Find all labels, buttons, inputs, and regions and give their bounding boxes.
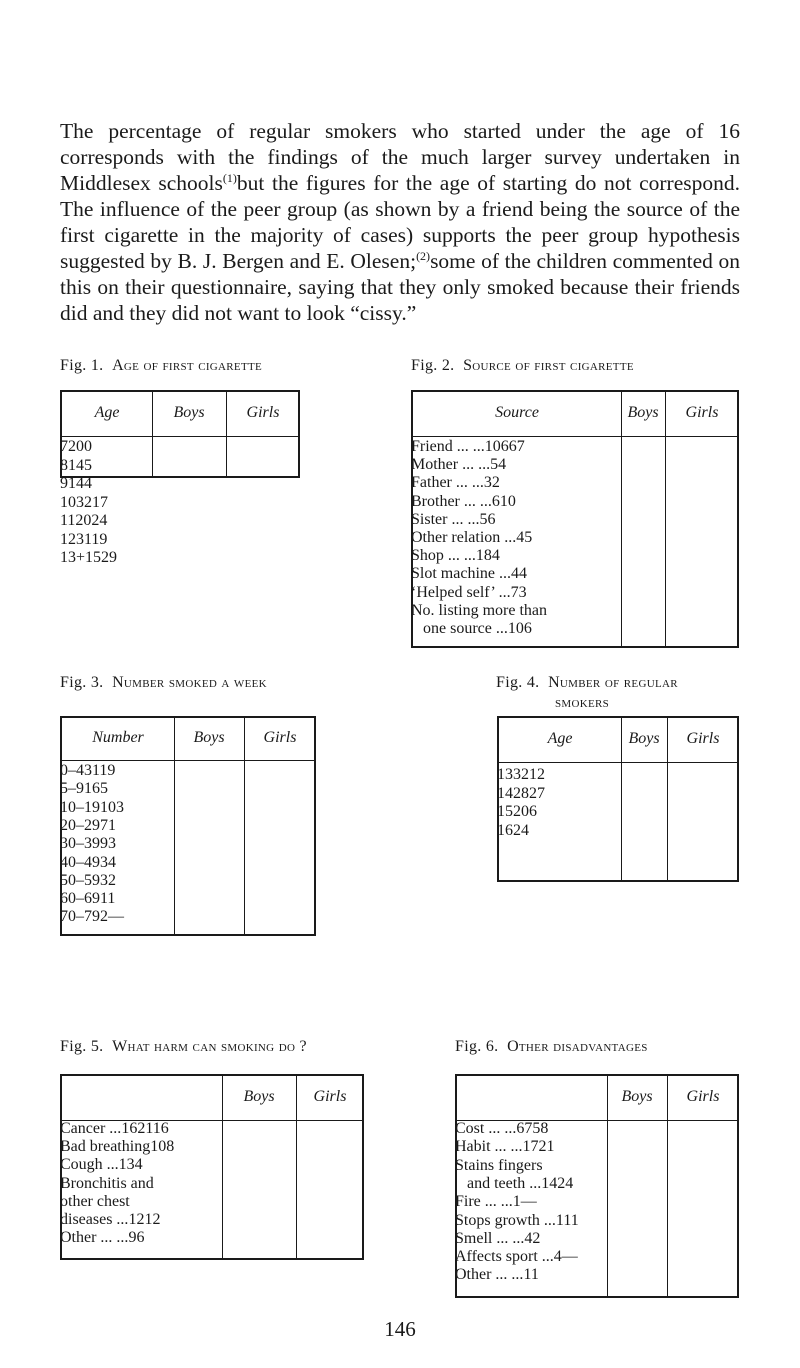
fig5-cell: 6 xyxy=(136,1229,145,1247)
fig6-cell: — xyxy=(561,1248,578,1266)
fig3-header-rule xyxy=(62,760,314,761)
fig2-cell: 4 xyxy=(518,565,527,583)
fig2-table-row xyxy=(411,620,751,638)
fig1-table-row xyxy=(60,549,400,567)
fig2-label: Fig. 2. xyxy=(411,357,455,374)
fig6-cell: Other ... ... xyxy=(455,1266,524,1284)
fig3-cell: 3 xyxy=(100,871,108,889)
fig6-title: Other disadvantages xyxy=(507,1038,648,1055)
fig2-header-rule xyxy=(413,436,737,437)
fig5-header-girls: Girls xyxy=(313,1088,347,1105)
fig3-header-number: Number xyxy=(92,729,144,746)
fig4-header-rule xyxy=(499,762,737,763)
fig6-cell: 2 xyxy=(532,1229,541,1247)
fig6-cell: Fire ... ... xyxy=(455,1193,513,1211)
fig1-table-row xyxy=(60,512,400,530)
fig3-cell: 20–29 xyxy=(60,816,100,834)
fig4-title-line2: smokers xyxy=(555,694,610,711)
fig5-label: Fig. 5. xyxy=(60,1038,104,1055)
fig1-cell: 14 xyxy=(68,456,84,474)
fig3-table-row xyxy=(60,762,400,780)
fig4-table-row xyxy=(497,822,800,840)
fig2-cell: Sister ... ... xyxy=(411,510,480,528)
fig4-cell: 32 xyxy=(513,766,529,783)
fig6-cell: 58 xyxy=(532,1120,549,1137)
fig5-caption xyxy=(60,1038,307,1056)
fig1-label: Fig. 1. xyxy=(60,357,104,374)
fig2-header-source: Source xyxy=(495,404,539,421)
fig1-cell: 24 xyxy=(91,512,108,529)
fig3-cell: 16 xyxy=(84,780,100,798)
fig1-table-row xyxy=(60,438,400,456)
fig3-caption xyxy=(60,674,267,692)
fig6-cell: Stops growth ... xyxy=(455,1211,556,1229)
fig3-table-row xyxy=(60,872,400,890)
fig6-cell: 21 xyxy=(538,1138,555,1156)
fig4-cell: 6 xyxy=(529,803,537,820)
fig2-cell: 5 xyxy=(479,510,488,528)
fig2-cell: Brother ... ... xyxy=(411,492,492,510)
fig2-cell: Friend ... ... xyxy=(411,438,485,455)
fig5-cell: 162 xyxy=(121,1120,146,1137)
fig3-cell: 3 xyxy=(108,835,116,853)
fig5-cell: other chest xyxy=(60,1192,130,1210)
fig3-cell: 1 xyxy=(100,890,108,908)
fig1-cell: 7 xyxy=(60,438,68,455)
fig4-table-row xyxy=(497,785,800,803)
fig1-cell: 20 xyxy=(68,438,84,455)
fig4-cell: 20 xyxy=(513,803,529,820)
fig2-cell: Other relation ... xyxy=(411,529,517,546)
fig5-cell: 116 xyxy=(145,1120,169,1137)
fig5-cell: Cancer ... xyxy=(60,1120,122,1137)
fig2-cell: 3 xyxy=(518,583,527,601)
fig4-cell: 13 xyxy=(497,766,513,783)
fig2-table-row xyxy=(411,584,751,602)
fig3-table-row xyxy=(60,799,400,817)
fig5-header-boys: Boys xyxy=(243,1088,275,1105)
fig6-cell: — xyxy=(520,1193,537,1211)
fig1-cell: 29 xyxy=(101,549,118,566)
fig3-table-row xyxy=(60,908,400,926)
fig2-cell: one source ... xyxy=(423,620,508,637)
fig2-table-row xyxy=(411,547,751,565)
fig3-cell: 1 xyxy=(107,890,116,908)
fig1-header-boys: Boys xyxy=(173,404,205,421)
fig5-table-row xyxy=(60,1229,400,1247)
fig2-cell: 5 xyxy=(490,456,499,474)
fig2-cell: Slot machine ... xyxy=(411,565,511,583)
fig2-cell: 4 xyxy=(510,565,519,583)
fig6-table-row xyxy=(455,1120,795,1138)
fig3-cell: 60–69 xyxy=(60,890,100,908)
fig2-cell: No. listing more than xyxy=(411,601,547,619)
fig3-cell: 7 xyxy=(100,816,108,834)
fig1-cell: 8 xyxy=(60,456,68,474)
fig5-cell: 10 xyxy=(150,1138,167,1156)
fig3-cell: 0–4 xyxy=(60,762,84,779)
fig1-cell: 0 xyxy=(84,438,92,455)
fig6-cell: 67 xyxy=(516,1120,533,1137)
fig2-cell: 4 xyxy=(491,547,500,565)
fig1-title: Age of first cigarette xyxy=(112,357,262,374)
fig5-title: What harm can smoking do ? xyxy=(112,1038,307,1055)
fig2-cell: 6 xyxy=(491,492,500,510)
fig2-cell: 3 xyxy=(483,474,492,492)
fig2-cell: 10 xyxy=(507,620,524,637)
fig6-cell: 1 xyxy=(530,1266,539,1284)
page-number: 146 xyxy=(384,1317,416,1341)
fig4-cell: 4 xyxy=(521,821,529,839)
fig6-cell: Affects sport ... xyxy=(455,1248,554,1266)
fig6-cell: Habit ... ... xyxy=(455,1138,523,1156)
fig4-cell: 27 xyxy=(529,784,545,802)
fig6-cell: 1 xyxy=(523,1266,531,1284)
fig3-header-girls: Girls xyxy=(263,729,297,746)
footnote-ref-1: (1) xyxy=(222,171,237,185)
fig5-cell: Other ... ... xyxy=(60,1229,129,1247)
fig4-cell: 2 xyxy=(513,821,521,839)
fig2-cell: 18 xyxy=(475,547,492,565)
fig6-table-row xyxy=(455,1212,795,1230)
fig2-cell: 67 xyxy=(508,438,525,455)
fig6-cell: 4 xyxy=(524,1229,533,1247)
fig4-cell: 28 xyxy=(513,784,529,802)
fig2-cell: 7 xyxy=(510,583,519,601)
fig4-cell: 14 xyxy=(497,784,513,802)
fig1-cell: 14 xyxy=(68,475,84,492)
fig3-cell: 9 xyxy=(100,835,108,853)
fig4-header-girls: Girls xyxy=(686,730,720,747)
fig3-table-row xyxy=(60,854,400,872)
fig5-cell: 8 xyxy=(166,1138,175,1156)
fig2-header-girls: Girls xyxy=(685,404,719,421)
fig4-header-age: Age xyxy=(547,730,573,747)
fig2-cell: 6 xyxy=(487,510,496,528)
fig1-table-row xyxy=(60,494,400,512)
fig2-table-row xyxy=(411,529,751,547)
fig4-cell: 15 xyxy=(497,803,513,820)
fig1-table-row xyxy=(60,457,400,475)
fig2-caption xyxy=(411,357,634,375)
fig4-caption xyxy=(496,674,678,692)
fig3-header-boys: Boys xyxy=(193,729,225,746)
fig1-cell: 20 xyxy=(75,512,92,529)
fig6-cell: Stains fingers xyxy=(455,1156,543,1174)
fig1-cell: 13+ xyxy=(60,549,86,566)
fig1-cell: 10 xyxy=(60,493,76,511)
fig4-label: Fig. 4. xyxy=(496,674,540,691)
fig6-cell: and teeth ... xyxy=(467,1174,542,1192)
fig6-cell: 14 xyxy=(541,1174,558,1192)
fig1-cell: 9 xyxy=(60,475,68,492)
fig4-title-line1: Number of regular xyxy=(548,674,678,691)
fig3-cell: 1 xyxy=(108,816,116,834)
fig3-cell: 5 xyxy=(100,780,108,798)
fig2-cell: 4 xyxy=(516,529,525,546)
fig2-cell: 2 xyxy=(491,474,500,492)
fig3-cell: 10–19 xyxy=(60,798,100,816)
fig2-cell: Father ... ... xyxy=(411,474,484,492)
fig2-table-row xyxy=(411,493,751,511)
fig2-cell: 4 xyxy=(498,456,507,474)
fig1-cell: 15 xyxy=(85,549,102,566)
fig6-table-row xyxy=(455,1175,795,1193)
paragraph-text-2: but the figures for the age of starting do not correspond. The influence of the peer group (as shown by a friend being the source of the first cigarette in the majority of cases) supports the peer group hypothesis suggested by B. J. Bergen and E. Olesen; xyxy=(60,171,740,273)
fig3-table-row xyxy=(60,817,400,835)
fig6-table-row xyxy=(455,1157,795,1175)
fig6-table-row xyxy=(455,1138,795,1156)
fig2-header-boys: Boys xyxy=(627,404,659,421)
fig5-table-row xyxy=(60,1193,400,1211)
fig3-cell: — xyxy=(108,908,124,926)
fig1-cell: 11 xyxy=(60,512,76,529)
fig3-cell: 50–59 xyxy=(60,871,100,889)
fig3-cell: 2 xyxy=(108,871,116,889)
fig4-cell: 16 xyxy=(497,821,513,839)
fig1-caption xyxy=(60,357,262,375)
fig6-label: Fig. 6. xyxy=(455,1038,499,1055)
fig4-caption-line2 xyxy=(555,694,609,712)
fig1-header-girls: Girls xyxy=(246,404,280,421)
fig6-cell: 24 xyxy=(557,1174,574,1192)
fig3-cell: 30–39 xyxy=(60,835,100,853)
fig6-cell: 11 xyxy=(555,1211,571,1229)
fig2-cell: 5 xyxy=(524,529,533,546)
fig6-cell: 4 xyxy=(553,1248,562,1266)
fig3-cell: 10 xyxy=(100,798,116,816)
fig4-cell: 12 xyxy=(529,766,545,783)
fig2-cell: Shop ... ... xyxy=(411,547,476,565)
fig5-cell: 12 xyxy=(144,1211,161,1228)
footnote-ref-2: (2) xyxy=(416,249,431,263)
fig6-table-row xyxy=(455,1266,795,1284)
fig2-table-row xyxy=(411,511,751,529)
fig5-cell: Bronchitis and xyxy=(60,1174,154,1192)
fig3-cell: 3 xyxy=(116,798,124,816)
fig6-caption xyxy=(455,1038,648,1056)
fig3-label: Fig. 3. xyxy=(60,674,104,691)
fig3-table-row xyxy=(60,835,400,853)
fig3-cell: 2 xyxy=(100,908,108,926)
fig1-cell: 12 xyxy=(60,530,76,548)
fig5-table-row xyxy=(60,1175,400,1193)
fig5-table-row xyxy=(60,1156,400,1174)
fig5-cell: 4 xyxy=(134,1156,143,1174)
fig2-table-row xyxy=(411,602,751,620)
fig3-cell: 5–9 xyxy=(60,780,84,798)
fig2-table-row xyxy=(411,456,751,474)
fig1-cell: 19 xyxy=(91,530,108,548)
fig3-cell: 3 xyxy=(100,853,108,871)
fig3-cell: 70–79 xyxy=(60,908,100,926)
fig6-cell: Smell ... ... xyxy=(455,1229,525,1247)
fig4-table-row xyxy=(497,803,800,821)
fig1-cell: 5 xyxy=(84,456,92,474)
fig3-table-row xyxy=(60,890,400,908)
fig2-cell: ‘Helped self’ ... xyxy=(411,583,511,601)
fig5-cell: 9 xyxy=(128,1229,137,1247)
fig2-cell: 6 xyxy=(523,620,532,637)
fig3-table-row xyxy=(60,780,400,798)
fig6-cell: Cost ... ... xyxy=(455,1120,517,1137)
fig6-cell: 1 xyxy=(512,1193,521,1211)
fig1-cell: 32 xyxy=(76,493,92,511)
fig3-title: Number smoked a week xyxy=(112,674,267,691)
fig5-table-row xyxy=(60,1138,400,1156)
fig3-cell: 31 xyxy=(84,762,100,779)
fig2-title: Source of first cigarette xyxy=(463,357,634,374)
fig1-header-age: Age xyxy=(94,404,120,421)
fig5-cell: 13 xyxy=(118,1156,135,1174)
fig3-cell: 19 xyxy=(99,762,116,779)
fig3-cell: 40–49 xyxy=(60,853,100,871)
fig2-table-row xyxy=(411,565,751,583)
fig5-cell: 12 xyxy=(128,1211,145,1228)
fig6-cell: 17 xyxy=(522,1138,539,1156)
fig2-cell: Mother ... ... xyxy=(411,456,491,474)
fig2-cell: 10 xyxy=(499,492,516,510)
paragraph-text-3: some of the children commented on this on their questionnaire, saying that they only smoked because their friends did and they did not want to look “cissy.” xyxy=(60,249,740,325)
fig2-cell: 106 xyxy=(484,438,509,455)
fig5-cell: Cough ... xyxy=(60,1156,119,1174)
fig6-cell: 1 xyxy=(570,1211,579,1229)
fig6-table-row xyxy=(455,1193,795,1211)
body-paragraph xyxy=(60,118,740,326)
fig4-table-row xyxy=(497,766,800,784)
fig2-table-row xyxy=(411,474,751,492)
fig5-cell: Bad breathing xyxy=(60,1138,151,1156)
fig6-table-row xyxy=(455,1230,795,1248)
fig6-table-row xyxy=(455,1248,795,1266)
fig6-header-girls: Girls xyxy=(686,1088,720,1105)
fig5-cell: diseases ... xyxy=(60,1211,129,1228)
fig2-table-row xyxy=(411,438,751,456)
fig1-table-row xyxy=(60,531,400,549)
fig1-cell: 4 xyxy=(84,475,92,492)
fig1-header-rule xyxy=(62,436,298,437)
fig1-cell: 17 xyxy=(92,493,108,511)
fig5-table-row xyxy=(60,1211,400,1229)
paragraph-text-1: The percentage of regular smokers who started under the age of 16 corresponds with the findings of the much larger survey undertaken in Middlesex schools xyxy=(60,119,740,195)
fig1-table-row xyxy=(60,475,400,493)
fig5-table-row xyxy=(60,1120,400,1138)
fig3-cell: 4 xyxy=(108,853,116,871)
fig4-header-boys: Boys xyxy=(628,730,660,747)
fig6-header-boys: Boys xyxy=(621,1088,653,1105)
fig1-cell: 31 xyxy=(76,530,92,548)
